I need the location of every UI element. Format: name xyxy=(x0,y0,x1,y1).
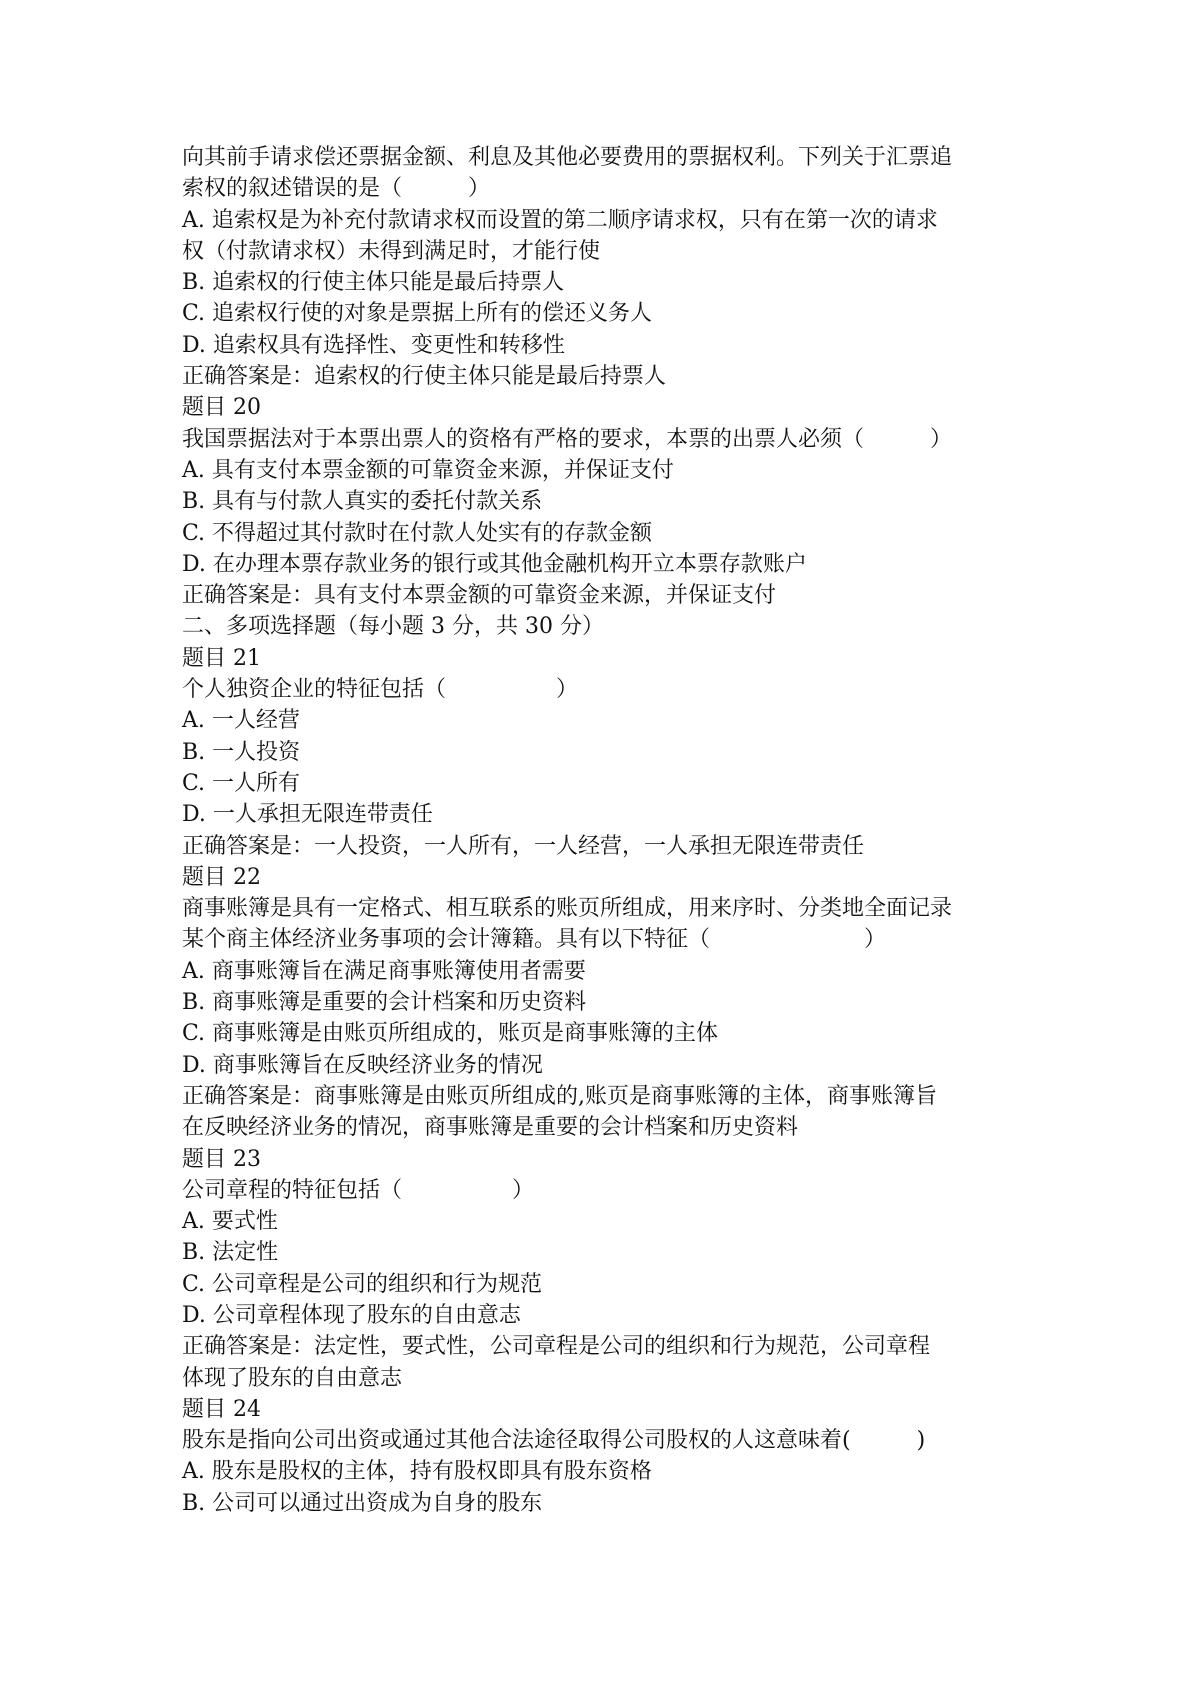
question-text-line: 某个商主体经济业务事项的会计簿籍。具有以下特征（ ） xyxy=(182,927,887,953)
option-a: A. 追索权是为补充付款请求权而设置的第二顺序请求权，只有在第一次的请求 xyxy=(182,207,938,233)
option-c: C. 一人所有 xyxy=(182,770,301,796)
question-text-line: 商事账簿是具有一定格式、相互联系的账页所组成，用来序时、分类地全面记录 xyxy=(182,896,953,922)
question-number: 题目 23 xyxy=(182,1146,261,1172)
option-d: D. 一人承担无限连带责任 xyxy=(182,802,433,828)
correct-answer: 正确答案是：一人投资，一人所有，一人经营，一人承担无限连带责任 xyxy=(182,833,865,859)
option-d: D. 追索权具有选择性、变更性和转移性 xyxy=(182,332,565,358)
option-a: A. 要式性 xyxy=(182,1209,278,1235)
question-number: 题目 22 xyxy=(182,864,261,890)
section-heading: 二、多项选择题（每小题 3 分，共 30 分） xyxy=(182,614,604,640)
question-text-line: 向其前手请求偿还票据金额、利息及其他必要费用的票据权利。下列关于汇票追 xyxy=(182,145,953,170)
correct-answer-continued: 体现了股东的自由意志 xyxy=(182,1365,403,1391)
correct-answer: 正确答案是：法定性，要式性，公司章程是公司的组织和行为规范，公司章程 xyxy=(182,1334,931,1360)
question-text-line: 股东是指向公司出资或通过其他合法途径取得公司股权的人这意味着( ) xyxy=(182,1428,926,1454)
document-page xyxy=(182,142,1022,1519)
correct-answer: 正确答案是：具有支付本票金额的可靠资金来源，并保证支付 xyxy=(182,583,777,609)
question-number: 题目 20 xyxy=(182,395,261,421)
option-d: D. 商事账簿旨在反映经济业务的情况 xyxy=(182,1052,543,1078)
question-text-line: 公司章程的特征包括（ ） xyxy=(182,1177,535,1203)
correct-answer-continued: 在反映经济业务的情况，商事账簿是重要的会计档案和历史资料 xyxy=(182,1115,799,1141)
option-a: A. 股东是股权的主体，持有股权即具有股东资格 xyxy=(182,1459,652,1485)
option-b: B. 公司可以通过出资成为自身的股东 xyxy=(182,1490,543,1516)
correct-answer: 正确答案是：商事账簿是由账页所组成的,账页是商事账簿的主体，商事账簿旨 xyxy=(182,1083,937,1109)
option-c: C. 追索权行使的对象是票据上所有的偿还义务人 xyxy=(182,301,653,327)
question-text-line: 个人独资企业的特征包括（ ） xyxy=(182,677,579,703)
option-a-continued: 权（付款请求权）未得到满足时，才能行使 xyxy=(182,238,601,264)
correct-answer: 正确答案是：追索权的行使主体只能是最后持票人 xyxy=(182,364,667,390)
question-number: 题目 24 xyxy=(182,1396,261,1422)
question-number: 题目 21 xyxy=(182,645,261,671)
question-text-line: 我国票据法对于本票出票人的资格有严格的要求，本票的出票人必须（ ） xyxy=(182,426,953,452)
question-text-line: 索权的叙述错误的是（ ） xyxy=(182,176,491,202)
option-a: A. 一人经营 xyxy=(182,708,300,734)
option-b: B. 一人投资 xyxy=(182,739,301,765)
option-a: A. 具有支付本票金额的可靠资金来源，并保证支付 xyxy=(182,457,674,483)
option-b: B. 追索权的行使主体只能是最后持票人 xyxy=(182,270,565,296)
option-a: A. 商事账簿旨在满足商事账簿使用者需要 xyxy=(182,958,586,984)
option-d: D. 公司章程体现了股东的自由意志 xyxy=(182,1302,521,1328)
option-c: C. 商事账簿是由账页所组成的，账页是商事账簿的主体 xyxy=(182,1021,719,1047)
option-c: C. 公司章程是公司的组织和行为规范 xyxy=(182,1271,543,1297)
option-d: D. 在办理本票存款业务的银行或其他金融机构开立本票存款账户 xyxy=(182,551,807,577)
option-b: B. 商事账簿是重要的会计档案和历史资料 xyxy=(182,990,587,1016)
option-b: B. 具有与付款人真实的委托付款关系 xyxy=(182,489,543,515)
option-b: B. 法定性 xyxy=(182,1240,279,1266)
option-c: C. 不得超过其付款时在付款人处实有的存款金额 xyxy=(182,520,653,546)
